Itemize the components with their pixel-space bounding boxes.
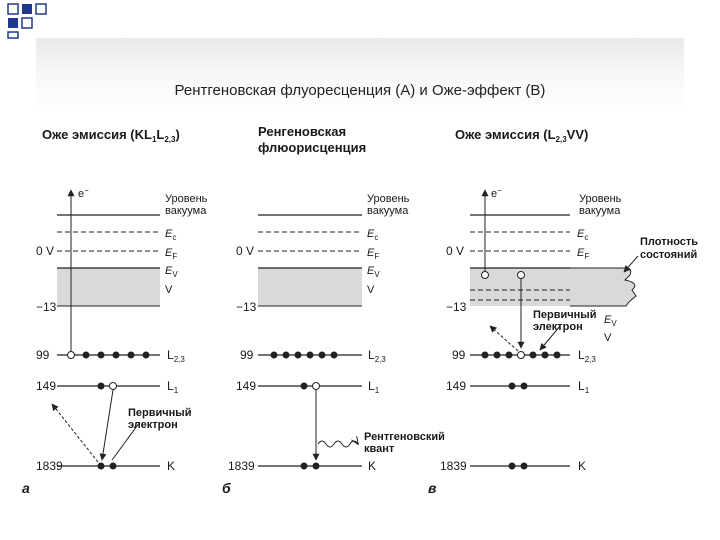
l1-label: $L_1$: [578, 379, 590, 395]
electron: [301, 383, 308, 390]
v-label: V: [604, 332, 612, 344]
zero-volt-label: 0 V: [446, 244, 465, 258]
electron: [283, 352, 290, 359]
electron: [331, 352, 338, 359]
ef-label: $E_F$: [165, 247, 178, 261]
electron: [98, 352, 105, 359]
electron-label: e−: [78, 186, 89, 200]
electron: [521, 463, 528, 470]
dos-pointer-arrow: [624, 256, 638, 272]
xray-quantum-wave: [318, 441, 358, 447]
k-energy: 1839: [36, 459, 63, 473]
electron: [301, 463, 308, 470]
valence-band: [258, 268, 362, 306]
ejected-electron-arrow: [52, 404, 98, 462]
panel-letter: в: [428, 480, 437, 496]
electron: [295, 352, 302, 359]
transition-arrow: [102, 390, 113, 460]
v-label: V: [165, 284, 173, 296]
panel-b: [222, 124, 445, 496]
ef-label: $E_F$: [577, 247, 590, 261]
panel-a: [22, 127, 208, 496]
electron: [542, 352, 549, 359]
ec-label: $E_c$: [165, 228, 177, 242]
electron: [319, 352, 326, 359]
l23-energy: 99: [452, 348, 466, 362]
vacuum-label: вакуума: [367, 205, 409, 217]
electron: [143, 352, 150, 359]
vacuum-label: Уровень: [165, 193, 208, 205]
k-energy: 1839: [228, 459, 255, 473]
l1-energy: 149: [236, 379, 257, 393]
hole: [110, 383, 117, 390]
electron: [98, 383, 105, 390]
dos-label: Плотность: [640, 236, 699, 248]
xray-quantum-label: квант: [364, 443, 395, 455]
vacuum-label: вакуума: [165, 205, 207, 217]
density-of-states-curve: [570, 268, 636, 306]
ev-label: $E_V$: [165, 265, 178, 279]
electron: [128, 352, 135, 359]
electron: [506, 352, 513, 359]
electron: [98, 463, 105, 470]
primary-electron-label: Первичный: [533, 309, 597, 321]
hole: [68, 352, 75, 359]
k-label: K: [167, 459, 176, 473]
ec-label: $E_c$: [577, 228, 589, 242]
panel-c-header: Оже эмиссия $(L_{2,3}VV)$: [455, 127, 589, 144]
valence-band: [57, 268, 160, 306]
primary-electron-label: Первичный: [128, 407, 192, 419]
primary-electron-label: электрон: [128, 419, 178, 431]
ejected-electron-arrow: [490, 326, 518, 351]
electron: [482, 352, 489, 359]
electron: [271, 352, 278, 359]
electron: [494, 352, 501, 359]
slide-title: Рентгеновская флуоресценция (А) и Оже-эффект (В): [174, 82, 546, 99]
electron: [307, 352, 314, 359]
l23-label: $L_{2,3}$: [368, 348, 386, 364]
ef-label: $E_F$: [367, 247, 380, 261]
zero-volt-label: 0 V: [236, 244, 255, 258]
ec-label: $E_c$: [367, 228, 379, 242]
vacuum-label: Уровень: [367, 193, 410, 205]
minus13-label: −13: [446, 300, 467, 314]
k-energy: 1839: [440, 459, 467, 473]
panel-b-header: Ренгеновская: [258, 124, 347, 139]
minus13-label: −13: [36, 300, 57, 314]
xray-quantum-label: Рентгеновский: [364, 431, 445, 443]
electron: [83, 352, 90, 359]
electron: [110, 463, 117, 470]
l23-label: $L_{2,3}$: [167, 348, 185, 364]
primary-electron-label: электрон: [533, 321, 583, 333]
l1-energy: 149: [446, 379, 467, 393]
hole: [313, 383, 320, 390]
electron-label: e−: [491, 186, 502, 200]
panel-letter: б: [222, 480, 231, 496]
v-label: V: [367, 284, 375, 296]
ev-label: $E_V$: [604, 314, 617, 328]
hole: [518, 352, 525, 359]
electron: [113, 352, 120, 359]
l23-energy: 99: [240, 348, 254, 362]
l23-energy: 99: [36, 348, 50, 362]
electron: [509, 383, 516, 390]
hole: [518, 272, 525, 279]
l23-label: $L_{2,3}$: [578, 348, 596, 364]
electron: [509, 463, 516, 470]
electron: [521, 383, 528, 390]
panel-b-header: флюорисценция: [258, 140, 367, 155]
hole: [482, 272, 489, 279]
k-label: K: [368, 459, 377, 473]
electron: [313, 463, 320, 470]
panel-a-header: Оже эмиссия $(KL_1L_{2,3})$: [42, 127, 180, 144]
ev-label: $E_V$: [367, 265, 380, 279]
l1-label: $L_1$: [167, 379, 179, 395]
minus13-label: −13: [236, 300, 257, 314]
zero-volt-label: 0 V: [36, 244, 55, 258]
l1-energy: 149: [36, 379, 57, 393]
electron: [554, 352, 561, 359]
k-label: K: [578, 459, 587, 473]
panel-c: [428, 127, 698, 496]
l1-label: $L_1$: [368, 379, 380, 395]
electron: [530, 352, 537, 359]
vacuum-label: вакуума: [579, 205, 621, 217]
dos-label: состояний: [640, 249, 698, 261]
vacuum-label: Уровень: [579, 193, 622, 205]
panel-letter: а: [22, 480, 30, 496]
